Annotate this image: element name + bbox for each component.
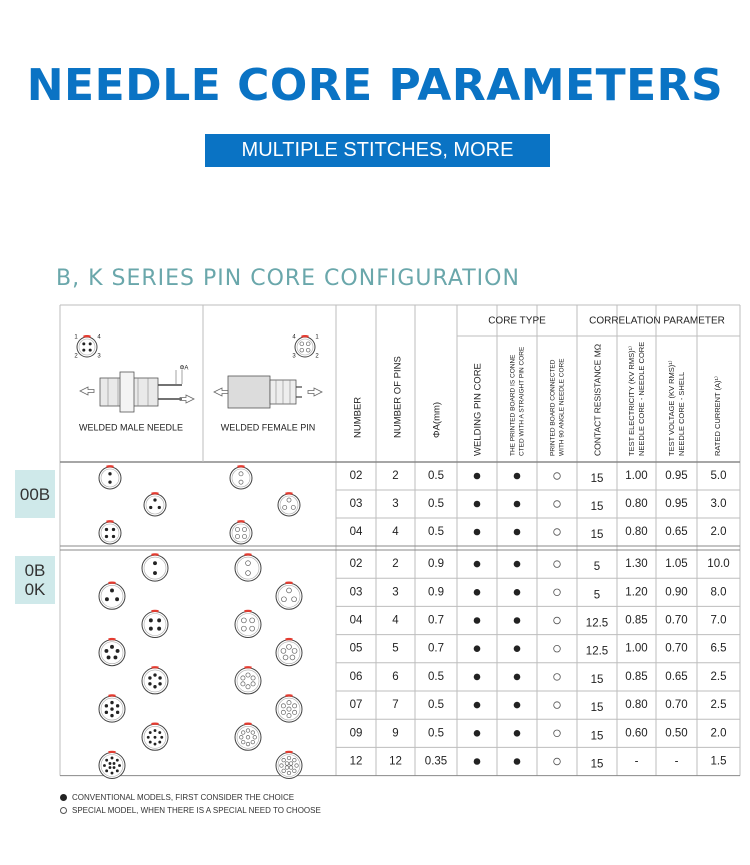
male-needle-label: WELDED MALE NEEDLE xyxy=(78,422,184,433)
cell-pins: 2 xyxy=(392,470,399,483)
cell-contact: 12.5 xyxy=(585,617,609,630)
header-test-electricity: NEEDLE CORE - NEEDLE CORE xyxy=(636,341,646,456)
cell-test-volt: 0.90 xyxy=(665,586,688,599)
cell-contact: 15 xyxy=(590,758,604,771)
cell-contact: 15 xyxy=(590,730,604,743)
female-pin-face-icon xyxy=(276,695,302,722)
female-pin-face-icon xyxy=(230,466,252,489)
female-face-diagram-icon xyxy=(295,336,315,357)
cell-contact: 15 xyxy=(590,501,604,514)
cell-rated: 2.0 xyxy=(710,727,727,740)
male-pin-face-icon xyxy=(142,667,168,694)
male-pin-face-icon xyxy=(99,752,125,779)
page-title: NEEDLE CORE PARAMETERS xyxy=(26,60,724,111)
male-pin-face-icon xyxy=(99,521,121,544)
cell-rated: 2.0 xyxy=(710,526,727,539)
male-pin-face-icon xyxy=(142,611,168,638)
cell-contact: 5 xyxy=(593,589,601,602)
female-pin-face-icon xyxy=(230,521,252,544)
female-pin-label: WELDED FEMALE PIN xyxy=(220,422,316,433)
open-dot-icon xyxy=(554,529,561,536)
filled-dot-icon xyxy=(514,473,521,480)
male-pin-face-icon xyxy=(99,695,125,722)
female-pin-face-icon xyxy=(276,752,302,779)
series-tag-label: 0K xyxy=(24,580,46,599)
cell-pins: 4 xyxy=(392,526,399,539)
open-dot-icon xyxy=(554,589,561,596)
cell-rated: 1.5 xyxy=(710,755,727,768)
cell-rated: 7.0 xyxy=(710,614,727,627)
filled-dot-icon xyxy=(474,645,481,652)
cell-contact: 15 xyxy=(590,702,604,715)
open-dot-icon xyxy=(554,501,561,508)
header-contact: CONTACT RESISTANCE MΩ xyxy=(592,343,603,456)
legend-special xyxy=(60,806,321,815)
header-angle: WITH 90 ANGLE NEEDLE CORE xyxy=(558,358,566,456)
male-pin-face-icon xyxy=(142,724,168,751)
filled-dot-icon xyxy=(474,702,481,709)
male-pin-face-icon xyxy=(142,554,168,581)
cell-test-elec: 1.20 xyxy=(625,586,648,599)
filled-dot-icon xyxy=(474,589,481,596)
female-pin-face-icon xyxy=(235,611,261,638)
cell-number: 03 xyxy=(349,498,363,511)
filled-dot-icon xyxy=(474,529,481,536)
cell-phi: 0.7 xyxy=(428,614,444,627)
filled-dot-icon xyxy=(60,794,67,801)
cell-rated: 2.5 xyxy=(710,670,727,683)
cell-contact: 12.5 xyxy=(585,645,609,658)
pin-number: 1 xyxy=(74,334,78,341)
cell-phi: 0.9 xyxy=(428,586,444,599)
cell-contact: 15 xyxy=(590,673,604,686)
pin-number: 4 xyxy=(292,334,296,341)
pin-number: 4 xyxy=(97,334,101,341)
open-dot-icon xyxy=(554,645,561,652)
cell-phi: 0.5 xyxy=(428,470,444,483)
female-pin-face-icon xyxy=(278,493,300,516)
legend-conventional-text: CONVENTIONAL MODELS, FIRST CONSIDER THE CHOICE xyxy=(72,793,295,802)
series-tag-label: 0B xyxy=(24,561,46,580)
female-pin-face-icon xyxy=(276,583,302,610)
open-dot-icon xyxy=(554,674,561,681)
cell-test-elec: 0.80 xyxy=(625,699,648,712)
header-test-voltage: NEEDLE CORE - SHELL xyxy=(676,371,686,456)
cell-test-volt: 0.95 xyxy=(665,470,688,483)
header-test-voltage: TEST VOLTAGE (KV RMS)¹⁾ xyxy=(666,360,676,456)
male-face-diagram-icon xyxy=(77,336,97,357)
cell-number: 12 xyxy=(349,755,363,768)
filled-dot-icon xyxy=(474,730,481,737)
legend-special-text: SPECIAL MODEL, WHEN THERE IS A SPECIAL NEED TO CHOOSE xyxy=(72,806,321,815)
cell-phi: 0.5 xyxy=(428,670,444,683)
female-connector-side-icon xyxy=(214,376,322,408)
header-welding: WELDING PIN CORE xyxy=(472,363,484,456)
dimension-label: ΦA xyxy=(179,365,189,372)
filled-dot-icon xyxy=(514,617,521,624)
header-number: NUMBER xyxy=(352,396,364,438)
cell-test-elec: - xyxy=(634,755,639,768)
filled-dot-icon xyxy=(514,730,521,737)
section-title: B, K SERIES PIN CORE CONFIGURATION xyxy=(56,266,520,291)
filled-dot-icon xyxy=(474,758,481,765)
cell-test-volt: 0.70 xyxy=(665,614,688,627)
page-subtitle: MULTIPLE STITCHES, MORE CHOICES xyxy=(205,134,550,167)
filled-dot-icon xyxy=(474,617,481,624)
cell-test-volt: 0.65 xyxy=(665,526,688,539)
header-core-type: CORE TYPE xyxy=(488,315,546,327)
header-correlation: CORRELATION PARAMETER xyxy=(589,315,725,327)
cell-phi: 0.9 xyxy=(428,558,444,571)
cell-phi: 0.7 xyxy=(428,642,444,655)
open-dot-icon xyxy=(554,617,561,624)
cell-rated: 5.0 xyxy=(710,470,727,483)
cell-test-elec: 0.80 xyxy=(625,526,648,539)
filled-dot-icon xyxy=(514,758,521,765)
cell-number: 03 xyxy=(349,586,363,599)
cell-pins: 3 xyxy=(392,498,399,511)
filled-dot-icon xyxy=(514,501,521,508)
cell-pins: 2 xyxy=(392,558,399,571)
open-dot-icon xyxy=(554,473,561,480)
filled-dot-icon xyxy=(474,473,481,480)
filled-dot-icon xyxy=(514,589,521,596)
cell-pins: 4 xyxy=(392,614,399,627)
cell-rated: 6.5 xyxy=(710,642,727,655)
header-phi: ΦA(mm) xyxy=(431,401,443,438)
cell-test-volt: 0.70 xyxy=(665,699,688,712)
filled-dot-icon xyxy=(474,674,481,681)
cell-phi: 0.5 xyxy=(428,699,444,712)
cell-pins: 5 xyxy=(392,642,399,655)
pin-number: 2 xyxy=(74,353,78,360)
cell-contact: 15 xyxy=(590,529,604,542)
cell-test-volt: 0.65 xyxy=(665,670,688,683)
male-pin-face-icon xyxy=(99,583,125,610)
cell-test-elec: 1.30 xyxy=(625,558,648,571)
cell-pins: 7 xyxy=(392,699,399,712)
cell-test-elec: 1.00 xyxy=(625,642,648,655)
male-connector-side-icon xyxy=(80,370,194,412)
legend-conventional xyxy=(60,793,294,802)
cell-number: 04 xyxy=(349,614,363,627)
cell-pins: 6 xyxy=(392,670,399,683)
pin-number: 1 xyxy=(315,334,319,341)
header-pins: NUMBER OF PINS xyxy=(392,356,404,438)
cell-phi: 0.5 xyxy=(428,526,444,539)
cell-rated: 2.5 xyxy=(710,699,727,712)
header-test-electricity: TEST ELECTRICITY (KV RMS)¹⁾ xyxy=(626,346,636,456)
cell-number: 09 xyxy=(349,727,363,740)
cell-number: 06 xyxy=(349,670,363,683)
header-straight: CTED WITH A STRAIGHT PIN CORE xyxy=(518,346,526,456)
series-tag-label: 00B xyxy=(19,484,51,504)
female-pin-face-icon xyxy=(276,639,302,666)
male-pin-face-icon xyxy=(99,639,125,666)
female-pin-face-icon xyxy=(235,724,261,751)
filled-dot-icon xyxy=(514,674,521,681)
header-rated-current: RATED CURRENT (A)¹⁾ xyxy=(712,376,722,456)
female-pin-face-icon xyxy=(235,554,261,581)
female-pin-face-icon xyxy=(235,667,261,694)
filled-dot-icon xyxy=(474,501,481,508)
filled-dot-icon xyxy=(474,561,481,568)
open-dot-icon xyxy=(554,730,561,737)
cell-test-elec: 0.60 xyxy=(625,727,648,740)
pin-number: 3 xyxy=(292,353,296,360)
cell-number: 04 xyxy=(349,526,363,539)
cell-test-elec: 0.85 xyxy=(625,614,648,627)
cell-test-volt: 0.50 xyxy=(665,727,688,740)
cell-number: 02 xyxy=(349,470,363,483)
filled-dot-icon xyxy=(514,702,521,709)
cell-test-volt: - xyxy=(674,755,679,768)
cell-pins: 12 xyxy=(389,755,402,768)
male-pin-face-icon xyxy=(99,466,121,489)
cell-test-volt: 0.95 xyxy=(665,498,688,511)
cell-rated: 10.0 xyxy=(707,558,730,571)
open-dot-icon xyxy=(554,561,561,568)
cell-number: 07 xyxy=(349,699,363,712)
open-dot-icon xyxy=(554,702,561,709)
header-angle: PRINTED BOARD CONNECTED xyxy=(549,359,557,456)
cell-phi: 0.35 xyxy=(424,755,448,768)
cell-test-elec: 0.85 xyxy=(625,670,648,683)
cell-test-volt: 1.05 xyxy=(665,558,688,571)
cell-pins: 3 xyxy=(392,586,399,599)
cell-number: 02 xyxy=(349,558,363,571)
cell-test-volt: 0.70 xyxy=(665,642,688,655)
cell-pins: 9 xyxy=(392,727,399,740)
cell-contact: 5 xyxy=(593,561,601,574)
male-pin-face-icon xyxy=(144,493,166,516)
cell-number: 05 xyxy=(349,642,363,655)
header-straight: THE PRINTED BOARD IS CONNE xyxy=(509,354,517,456)
filled-dot-icon xyxy=(514,645,521,652)
filled-dot-icon xyxy=(514,529,521,536)
pin-number: 3 xyxy=(97,353,101,360)
cell-test-elec: 0.80 xyxy=(625,498,648,511)
cell-rated: 3.0 xyxy=(710,498,727,511)
open-dot-icon xyxy=(554,758,561,765)
cell-phi: 0.5 xyxy=(428,498,444,511)
pin-number: 2 xyxy=(315,353,319,360)
cell-phi: 0.5 xyxy=(428,727,444,740)
cell-test-elec: 1.00 xyxy=(625,470,648,483)
filled-dot-icon xyxy=(514,561,521,568)
cell-rated: 8.0 xyxy=(710,586,727,599)
cell-contact: 15 xyxy=(590,473,604,486)
open-dot-icon xyxy=(60,807,67,814)
